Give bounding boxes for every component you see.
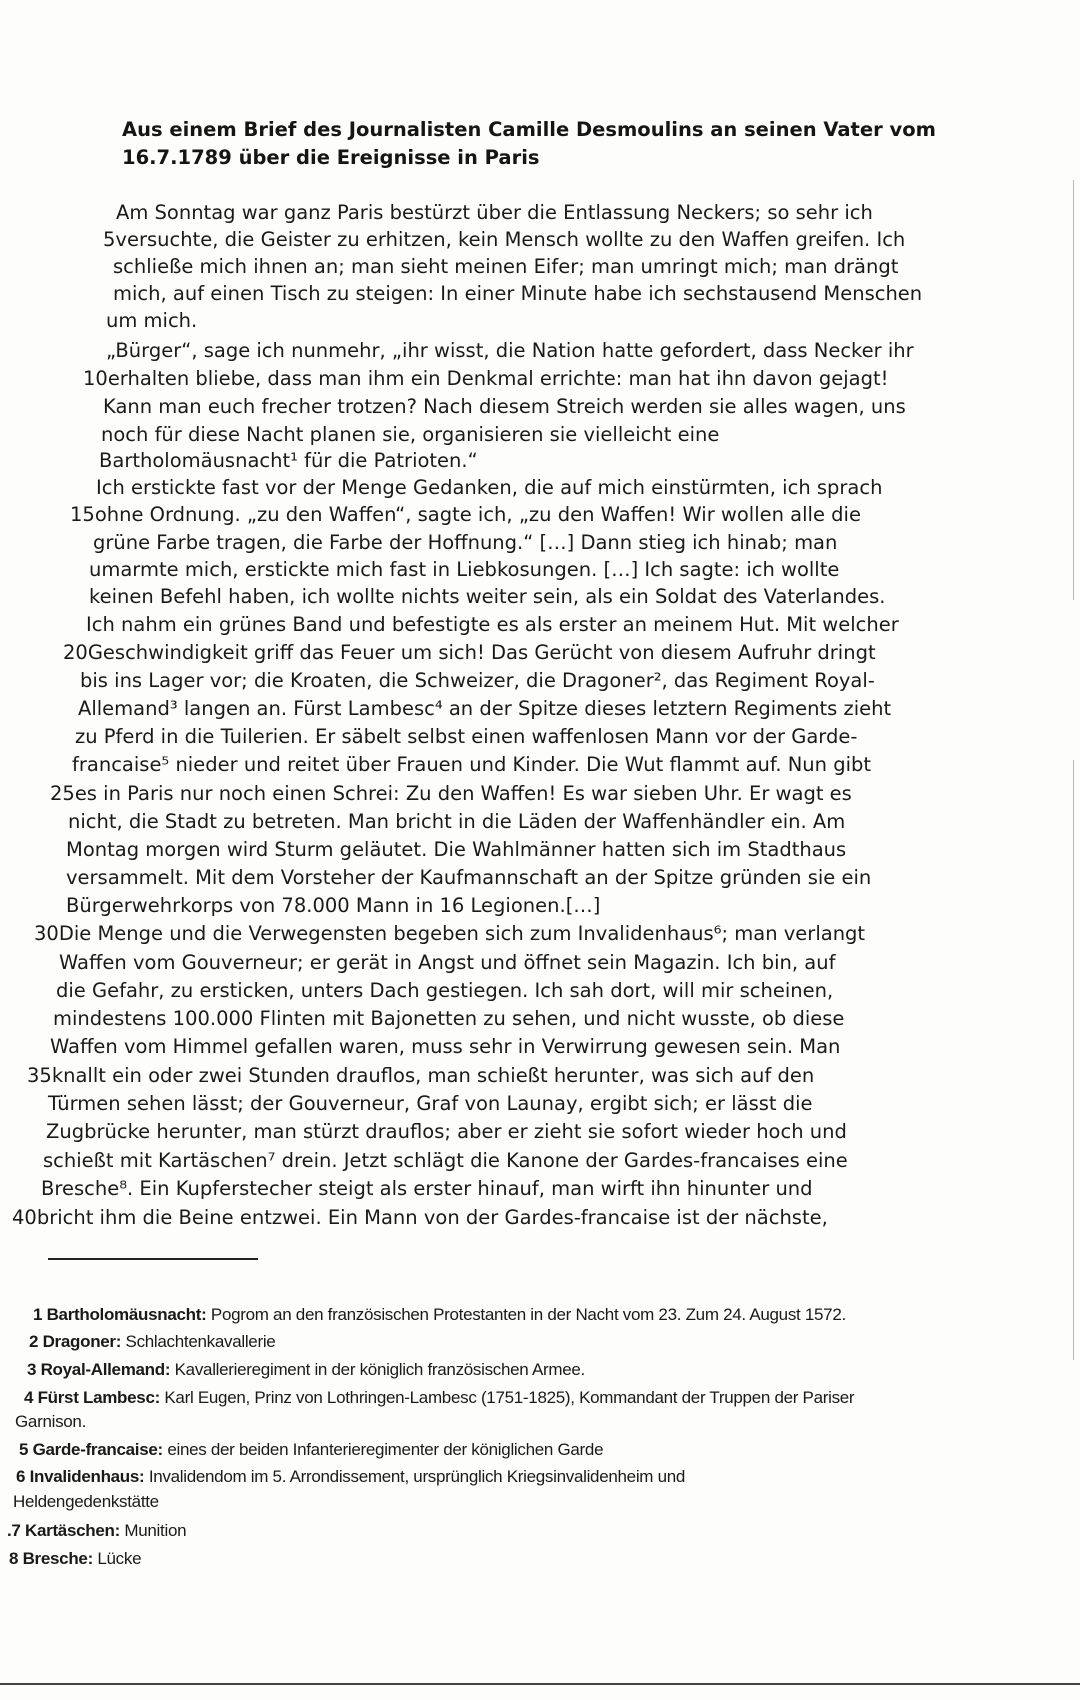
body-line: keinen Befehl haben, ich wollte nichts weiter sein, als ein Soldat des Vaterlandes.: [89, 585, 886, 608]
footnote-text: Invalidendom im 5. Arrondissement, ursprünglich Kriegsinvalidenheim und: [144, 1467, 686, 1486]
footnote: [13, 1490, 159, 1514]
footnote-term: 4 Fürst Lambesc:: [24, 1388, 160, 1407]
body-line: 35knallt ein oder zwei Stunden drauflos, man schießt herunter, was sich auf den: [27, 1064, 815, 1087]
body-line: 15ohne Ordnung. „zu den Waffen“, sagte ich, „zu den Waffen! Wir wollen alle die: [70, 503, 861, 526]
body-line: mindestens 100.000 Flinten mit Bajonetten zu sehen, und nicht wusste, ob diese: [53, 1007, 845, 1030]
scan-bottom-edge: [0, 1683, 1080, 1685]
body-line: Bartholomäusnacht¹ für die Patrioten.“: [99, 449, 478, 472]
body-line: 40bricht ihm die Beine entzwei. Ein Mann von der Gardes-francaise ist der nächste,: [12, 1206, 828, 1229]
footnote: [7, 1519, 186, 1543]
footnote-divider: [48, 1258, 258, 1260]
footnote-term: 3 Royal-Allemand:: [27, 1360, 171, 1379]
body-line: grüne Farbe tragen, die Farbe der Hoffnung.“ […] Dann stieg ich hinab; man: [93, 531, 838, 554]
footnote-term: 6 Invalidenhaus:: [16, 1467, 145, 1486]
footnote: [24, 1386, 854, 1410]
document-title: [122, 116, 962, 172]
body-line: Türmen sehen lässt; der Gouverneur, Graf von Launay, ergibt sich; er lässt die: [48, 1092, 813, 1115]
body-line: schießt mit Kartäschen⁷ drein. Jetzt schlägt die Kanone der Gardes-francaises eine: [43, 1149, 848, 1172]
body-line: Kann man euch frecher trotzen? Nach diesem Streich werden sie alles wagen, uns: [103, 395, 906, 418]
body-line: zu Pferd in die Tuilerien. Er säbelt selbst einen waffenlosen Mann vor der Garde-: [75, 725, 858, 748]
scan-edge-mark: [1073, 760, 1074, 1360]
body-line: Waffen vom Himmel gefallen waren, muss sehr in Verwirrung gewesen sein. Man: [50, 1035, 841, 1058]
body-line: die Gefahr, zu ersticken, unters Dach gestiegen. Ich sah dort, will mir scheinen,: [56, 979, 834, 1002]
body-line: Am Sonntag war ganz Paris bestürzt über die Entlassung Neckers; so sehr ich: [116, 201, 873, 224]
body-line: bis ins Lager vor; die Kroaten, die Schweizer, die Dragoner², das Regiment Royal-: [80, 669, 875, 692]
body-line: francaise⁵ nieder und reitet über Frauen und Kinder. Die Wut flammt auf. Nun gibt: [72, 753, 872, 776]
body-line: Zugbrücke herunter, man stürzt drauflos; aber er zieht sie sofort wieder hoch und: [46, 1120, 847, 1143]
title-line: 16.7.1789 über die Ereignisse in Paris: [122, 146, 540, 169]
body-line: Ich erstickte fast vor der Menge Gedanken, die auf mich einstürmten, ich sprach: [96, 476, 883, 499]
footnote-text: Garnison.: [15, 1412, 87, 1431]
footnote-term: .7 Kartäschen:: [7, 1521, 120, 1540]
footnote-text: eines der beiden Infanterieregimenter der königlichen Garde: [162, 1440, 604, 1459]
footnote: [33, 1303, 846, 1327]
body-line: umarmte mich, erstickte mich fast in Liebkosungen. […] Ich sagte: ich wollte: [89, 558, 840, 581]
body-line: versammelt. Mit dem Vorsteher der Kaufmannschaft an der Spitze gründen sie ein: [66, 866, 872, 889]
footnote-term: 5 Garde-francaise:: [19, 1440, 163, 1459]
title-line: Aus einem Brief des Journalisten Camille Desmoulins an seinen Vater vom: [122, 118, 936, 141]
body-line: mich, auf einen Tisch zu steigen: In einer Minute habe ich sechstausend Menschen: [113, 282, 923, 305]
body-line: noch für diese Nacht planen sie, organisieren sie vielleicht eine: [101, 423, 720, 446]
footnote-text: Kavallerieregiment in der königlich französischen Armee.: [170, 1360, 585, 1379]
footnote: [29, 1330, 275, 1354]
footnote: [19, 1438, 603, 1462]
footnote-term: 8 Bresche:: [9, 1549, 93, 1568]
footnote-text: Heldengedenkstätte: [13, 1492, 159, 1511]
body-line: „Bürger“, sage ich nunmehr, „ihr wisst, die Nation hatte gefordert, dass Necker ihr: [106, 339, 914, 362]
footnote-text: Schlachtenkavallerie: [121, 1332, 276, 1351]
body-line: schließe mich ihnen an; man sieht meinen Eifer; man umringt mich; man drängt: [113, 255, 899, 278]
body-line: Montag morgen wird Sturm geläutet. Die Wahlmänner hatten sich im Stadthaus: [66, 838, 847, 861]
footnote: [15, 1410, 86, 1434]
body-line: 10erhalten bliebe, dass man ihm ein Denkmal errichte: man hat ihn davon gejagt!: [83, 367, 889, 390]
body-line: 5versuchte, die Geister zu erhitzen, kein Mensch wollte zu den Waffen greifen. Ich: [103, 228, 906, 251]
footnote: [16, 1465, 685, 1489]
footnote-text: Munition: [119, 1521, 187, 1540]
footnote: [9, 1547, 141, 1571]
body-line: Waffen vom Gouverneur; er gerät in Angst und öffnet sein Magazin. Ich bin, auf: [59, 951, 836, 974]
body-line: 20Geschwindigkeit griff das Feuer um sich! Das Gerücht von diesem Aufruhr dringt: [63, 641, 876, 664]
footnote-term: 2 Dragoner:: [29, 1332, 122, 1351]
body-line: 30Die Menge und die Verwegensten begeben sich zum Invalidenhaus⁶; man verlangt: [34, 922, 866, 945]
body-line: Bresche⁸. Ein Kupferstecher steigt als erster hinauf, man wirft ihn hinunter und: [41, 1177, 813, 1200]
body-line: 25es in Paris nur noch einen Schrei: Zu den Waffen! Es war sieben Uhr. Er wagt es: [50, 782, 852, 805]
body-line: Allemand³ langen an. Fürst Lambesc⁴ an der Spitze dieses letztern Regiments zieht: [78, 697, 892, 720]
footnote-text: Lücke: [92, 1549, 142, 1568]
footnote-term: 1 Bartholomäusnacht:: [33, 1305, 207, 1324]
body-line: nicht, die Stadt zu betreten. Man bricht in die Läden der Waffenhändler ein. Am: [68, 810, 846, 833]
body-line: Ich nahm ein grünes Band und befestigte es als erster an meinem Hut. Mit welcher: [86, 613, 899, 636]
footnote-text: Pogrom an den französischen Protestanten in der Nacht vom 23. Zum 24. August 1572.: [206, 1305, 846, 1324]
footnote: [27, 1358, 585, 1382]
scan-edge-mark: [1073, 180, 1074, 600]
footnote-text: Karl Eugen, Prinz von Lothringen-Lambesc (1751-1825), Kommandant der Truppen der Pariser: [159, 1388, 855, 1407]
body-line: Bürgerwehrkorps von 78.000 Mann in 16 Legionen.[…]: [66, 894, 601, 917]
body-line: um mich.: [106, 309, 198, 332]
